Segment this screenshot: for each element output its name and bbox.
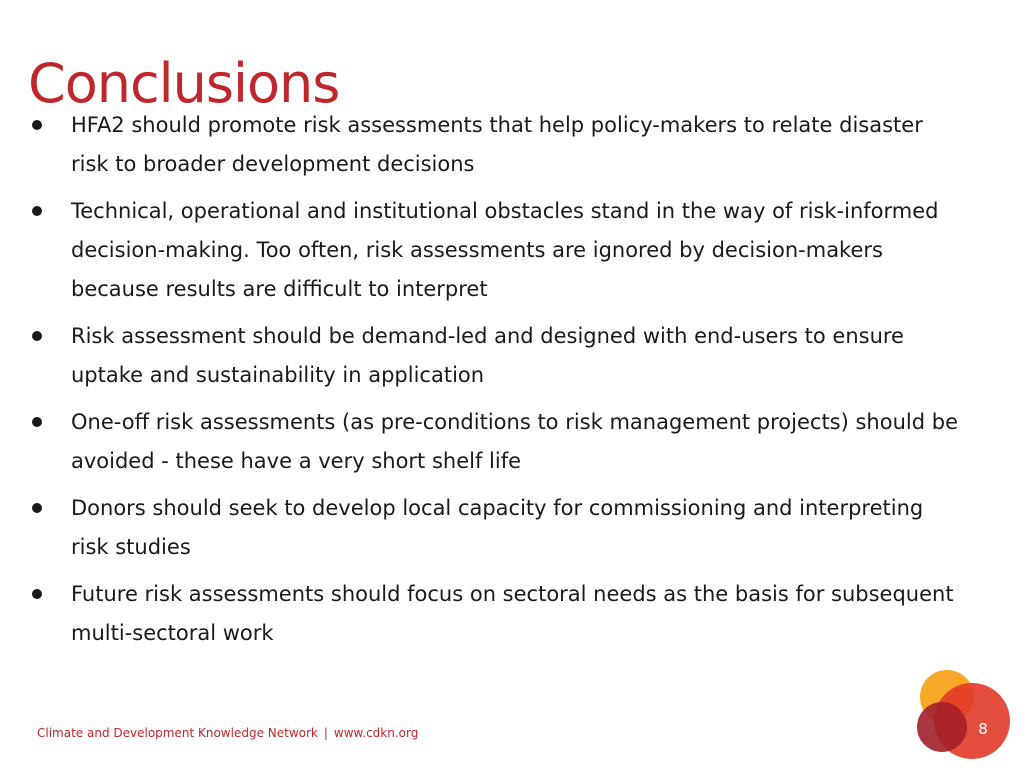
bullet-dot-icon <box>32 417 42 427</box>
bullet-list <box>30 106 960 661</box>
bullet-item <box>30 106 960 184</box>
footer-organization: Climate and Development Knowledge Network <box>37 726 318 740</box>
bullet-dot-icon <box>32 589 42 599</box>
bullet-dot-icon <box>32 503 42 513</box>
slide-title: Conclusions <box>28 52 340 116</box>
bullet-item <box>30 192 960 309</box>
bullet-dot-icon <box>32 331 42 341</box>
bullet-item <box>30 317 960 395</box>
cdkn-logo-icon <box>912 665 1012 765</box>
bullet-dot-icon <box>32 206 42 216</box>
bullet-text: HFA2 should promote risk assessments that help policy-makers to relate disaster risk to broader development decisions <box>71 113 923 176</box>
bullet-item <box>30 489 960 567</box>
bullet-text: Technical, operational and institutional obstacles stand in the way of risk-informed decision-making. Too often, risk assessments are ignored by decision-makers because results are difficult to interpret <box>71 199 939 301</box>
logo-dark-circle <box>917 702 967 752</box>
footer-separator: | <box>323 726 328 740</box>
bullet-item <box>30 403 960 481</box>
footer-website-link[interactable]: www.cdkn.org <box>333 726 419 740</box>
page-number: 8 <box>978 720 988 738</box>
footer <box>37 726 418 740</box>
bullet-text: Risk assessment should be demand-led and designed with end-users to ensure uptake and sustainability in application <box>71 324 904 387</box>
bullet-dot-icon <box>32 120 42 130</box>
bullet-text: Donors should seek to develop local capacity for commissioning and interpreting risk studies <box>71 496 924 559</box>
bullet-text: Future risk assessments should focus on sectoral needs as the basis for subsequent multi-sectoral work <box>71 582 954 645</box>
bullet-item <box>30 575 960 653</box>
bullet-text: One-off risk assessments (as pre-conditions to risk management projects) should be avoided - these have a very short shelf life <box>71 410 958 473</box>
